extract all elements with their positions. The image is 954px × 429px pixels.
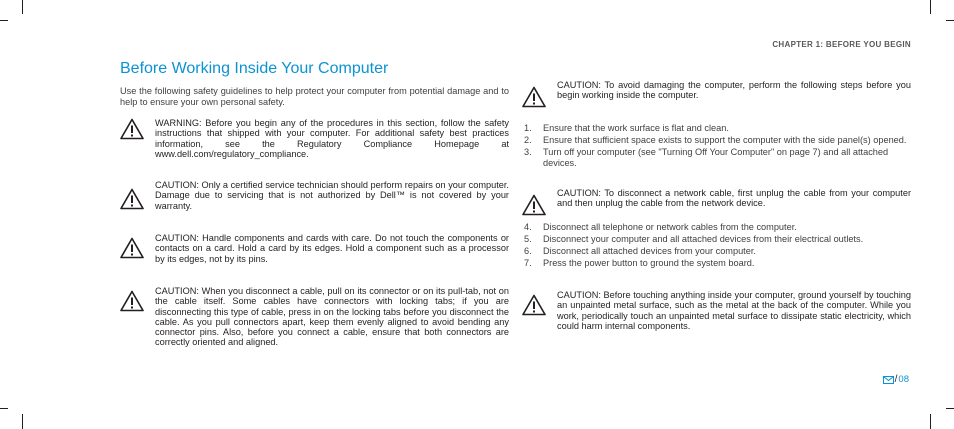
warning-triangle-icon xyxy=(522,86,546,108)
step-text: Ensure that the work surface is flat and clean. xyxy=(543,123,729,133)
crop-mark xyxy=(0,20,8,21)
step-text: Disconnect all attached devices from your computer. xyxy=(543,246,756,256)
crop-mark xyxy=(946,408,954,409)
list-item xyxy=(522,234,911,245)
notice-text: CAUTION: To disconnect a network cable, first unplug the cable from your computer and then unplug the cable from the network device. xyxy=(557,188,911,209)
warning-triangle-icon xyxy=(120,118,144,140)
steps-list-b xyxy=(522,222,911,270)
list-item xyxy=(522,147,911,168)
crop-mark xyxy=(22,0,23,14)
notice-text: CAUTION: To avoid damaging the computer, perform the following steps before you begin working inside the computer. xyxy=(557,80,911,101)
warning-triangle-icon xyxy=(120,290,144,312)
step-number: 7. xyxy=(524,258,532,268)
crop-mark xyxy=(946,20,954,21)
list-item xyxy=(522,123,911,134)
page-number-value: 08 xyxy=(898,374,909,385)
warning-triangle-icon xyxy=(120,188,144,210)
notice-text: CAUTION: When you disconnect a cable, pull on its connector or on its pull-tab, not on the cable itself. Some cables have connectors with locking tabs; if you are disconnecting this type of cable, press in on the locking tabs before you disconnect the cable. As you pull connectors apart, keep them evenly aligned to avoid bending any connector pins. Also, before you connect a cable, ensure that both connectors are correctly oriented and aligned. xyxy=(155,286,509,348)
chapter-heading: CHAPTER 1: BEFORE YOU BEGIN xyxy=(772,40,911,49)
warning-triangle-icon xyxy=(120,237,144,259)
step-text: Disconnect your computer and all attached devices from their electrical outlets. xyxy=(543,234,864,244)
step-number: 1. xyxy=(524,123,532,133)
list-item xyxy=(522,222,911,233)
notice-text: WARNING: Before you begin any of the procedures in this section, follow the safety instructions that shipped with your computer. For additional safety best practices information, see the Regulatory Compliance Homepage at www.dell.com/regulatory_compliance. xyxy=(155,118,509,159)
step-number: 6. xyxy=(524,246,532,256)
notice-text: CAUTION: Before touching anything inside your computer, ground yourself by touching an unpainted metal surface, such as the metal at the back of the computer. While you work, periodically touch an unpainted metal surface to dissipate static electricity, which could harm internal components. xyxy=(557,290,911,331)
list-item xyxy=(522,135,911,146)
step-number: 2. xyxy=(524,135,532,145)
crop-mark xyxy=(0,408,8,409)
crop-mark xyxy=(930,0,931,14)
crop-mark xyxy=(930,414,931,429)
page-title: Before Working Inside Your Computer xyxy=(120,60,389,77)
list-item xyxy=(522,246,911,257)
steps-list-a xyxy=(522,123,911,170)
warning-triangle-icon xyxy=(522,194,546,216)
step-text: Disconnect all telephone or network cables from the computer. xyxy=(543,222,797,232)
warning-triangle-icon xyxy=(522,294,546,316)
step-text: Ensure that sufficient space exists to support the computer with the side panel(s) opened. xyxy=(543,135,907,145)
intro-paragraph: Use the following safety guidelines to help protect your computer from potential damage and to help to ensure your own personal safety. xyxy=(120,86,509,107)
envelope-icon xyxy=(883,376,894,384)
step-number: 4. xyxy=(524,222,532,232)
notice-text: CAUTION: Handle components and cards with care. Do not touch the components or contacts on a card. Hold a card by its edges. Hold a component such as a processor by its edges, not by its pins. xyxy=(155,233,509,264)
list-item xyxy=(522,258,911,269)
step-number: 3. xyxy=(524,147,532,157)
page-number xyxy=(883,374,909,385)
page-separator: / xyxy=(894,374,898,385)
step-text: Turn off your computer (see "Turning Off Your Computer" on page 7) and all attached devices. xyxy=(543,147,889,168)
notice-text: CAUTION: Only a certified service technician should perform repairs on your computer. Damage due to servicing that is not authorized by Dell™ is not covered by your warranty. xyxy=(155,180,509,211)
crop-mark xyxy=(22,414,23,429)
step-number: 5. xyxy=(524,234,532,244)
step-text: Press the power button to ground the system board. xyxy=(543,258,755,268)
